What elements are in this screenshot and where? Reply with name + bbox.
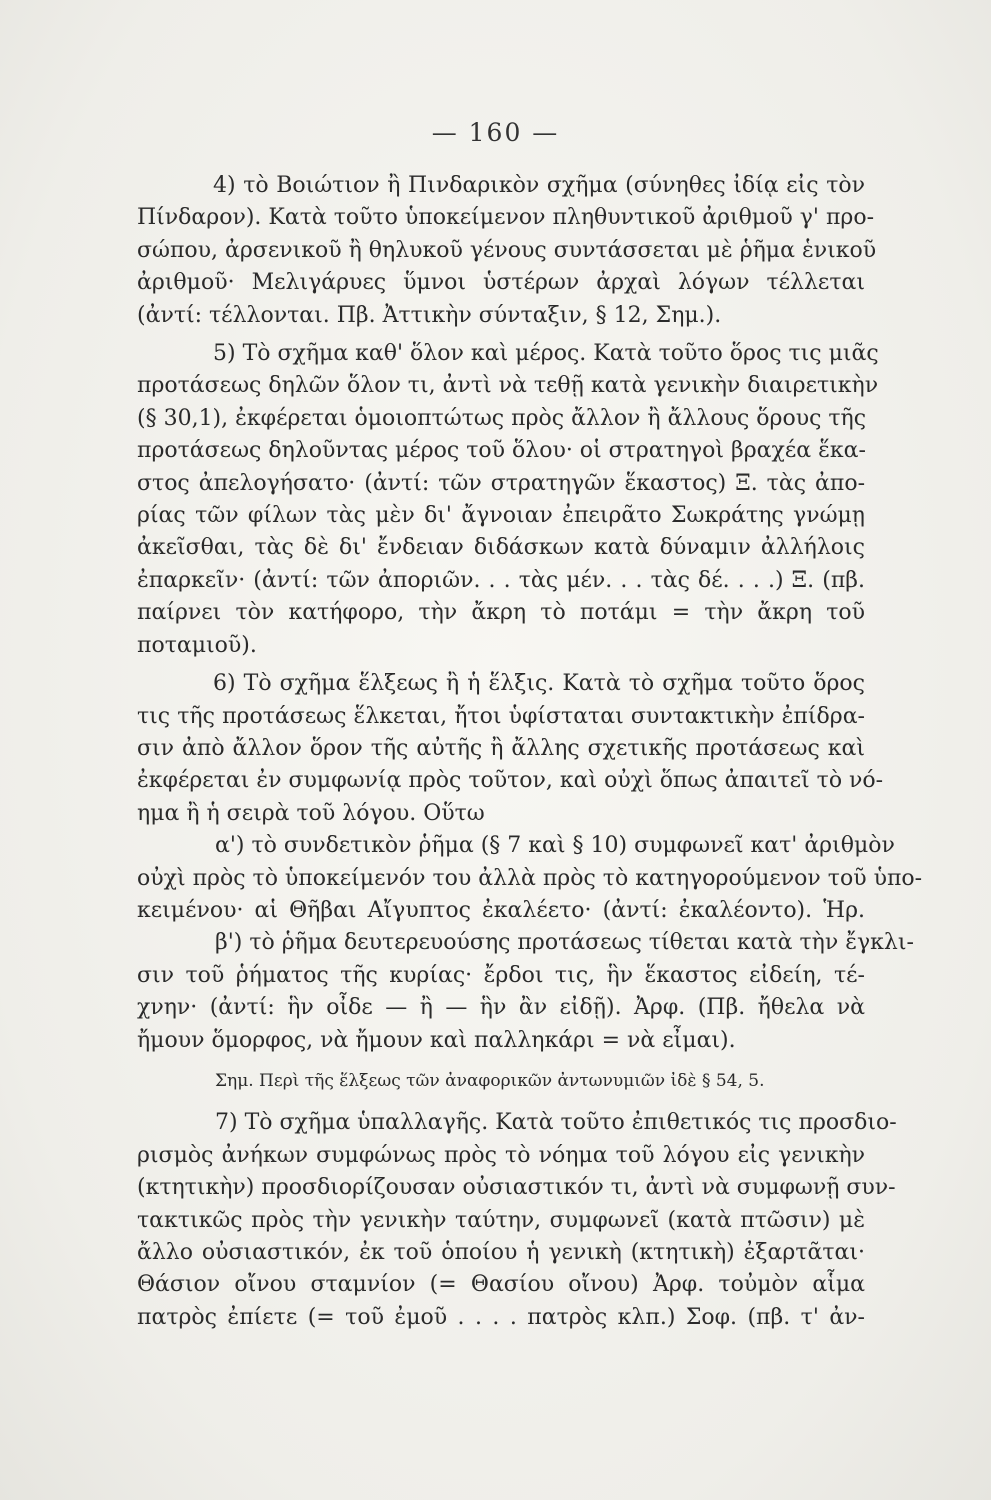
text-line: τακτικῶς πρὸς τὴν γενικὴν ταύτην, συμφωνεῖ (κατὰ πτῶσιν) μὲ (137, 1207, 865, 1233)
text-line: ημα ἢ ἡ σειρὰ τοῦ λόγου. Οὕτω (137, 800, 485, 826)
text-line: 6) Τὸ σχῆμα ἕλξεως ἢ ἡ ἕλξις. Κατὰ τὸ σχῆμα τοῦτο ὅρος (213, 671, 865, 697)
page-number: — 160 — (431, 118, 560, 147)
text-line: 7) Τὸ σχῆμα ὑπαλλαγῆς. Κατὰ τοῦτο ἐπιθετικός τις προσδιο- (215, 1110, 897, 1136)
text-line: ρισμὸς ἀνήκων συμφώνως πρὸς τὸ νόημα τοῦ λόγου εἰς γενικὴν (137, 1142, 865, 1168)
text-line: 4) τὸ Βοιώτιον ἢ Πινδαρικὸν σχῆμα (σύνηθες ἰδίᾳ εἰς τὸν (213, 173, 865, 198)
text-line: ἀκεῖσθαι, τὰς δὲ δι' ἔνδειαν διδάσκων κατὰ δύναμιν ἀλλήλοις (137, 535, 865, 561)
text-line: ποταμιοῦ). (137, 632, 257, 658)
text-line: στος ἀπελογήσατο· (ἀντί: τῶν στρατηγῶν ἕκαστος) Ξ. τὰς ἀπο- (137, 470, 865, 496)
text-line: (ἀντί: τέλλονται. Πβ. Ἀττικὴν σύνταξιν, § 12, Σημ.). (137, 302, 722, 328)
text-line: πατρὸς ἐπίετε (= τοῦ ἐμοῦ . . . . πατρὸς κλπ.) Σοφ. (πβ. τ' ἀν- (137, 1304, 865, 1330)
text-line: ἐπαρκεῖν· (ἀντί: τῶν ἀποριῶν. . . τὰς μέν. . . τὰς δέ. . . .) Ξ. (πβ. (137, 567, 865, 593)
text-line: κειμένου· αἱ Θῆβαι Αἴγυπτος ἐκαλέετο· (ἀντί: ἐκαλέοντο). Ἡρ. (137, 897, 865, 923)
text-line: προτάσεως δηλῶν ὅλον τι, ἀντὶ νὰ τεθῇ κατὰ γενικὴν διαιρετικὴν (137, 373, 879, 399)
text-line: β') τὸ ῥῆμα δευτερευούσης προτάσεως τίθεται κατὰ τὴν ἔγκλι- (215, 930, 914, 956)
text-line: παίρνει τὸν κατήφορο, τὴν ἄκρη τὸ ποτάμι = τὴν ἄκρη τοῦ (137, 600, 865, 626)
text-line: Πίνδαρον). Κατὰ τοῦτο ὑποκείμενον πληθυντικοῦ ἀριθμοῦ γ' προ- (137, 205, 875, 231)
text-line: ἐκφέρεται ἐν συμφωνίᾳ πρὸς τοῦτον, καὶ οὐχὶ ὅπως ἀπαιτεῖ τὸ νό- (137, 768, 884, 794)
text-line: Θάσιον οἴνου σταμνίον (= Θασίου οἴνου) Ἀρφ. τοὐμὸν αἷμα (137, 1272, 865, 1298)
text-line: (κτητικὴν) προσδιορίζουσαν οὐσιαστικόν τι, ἀντὶ νὰ συμφωνῇ συν- (137, 1175, 896, 1201)
text-line: σιν ἀπὸ ἄλλον ὅρον τῆς αὐτῆς ἢ ἄλλης σχετικῆς προτάσεως καὶ (137, 735, 865, 761)
text-line: 5) Τὸ σχῆμα καθ' ὅλον καὶ μέρος. Κατὰ τοῦτο ὅρος τις μιᾶς (213, 341, 879, 367)
body-text (137, 170, 923, 1334)
text-line: (§ 30,1), ἐκφέρεται ὁμοιοπτώτως πρὸς ἄλλον ἢ ἄλλους ὅρους τῆς (137, 405, 867, 431)
text-line: α') τὸ συνδετικὸν ῥῆμα (§ 7 καὶ § 10) συμφωνεῖ κατ' ἀριθμὸν (215, 833, 895, 859)
text-line: χνην· (ἀντί: ἣν οἶδε — ἢ — ἣν ἂν εἰδῇ). Ἀρφ. (Πβ. ἤθελα νὰ (137, 995, 865, 1021)
text-line: ἀριθμοῦ· Μελιγάρυες ὕμνοι ὑστέρων ἀρχαὶ λόγων τέλλεται (137, 270, 865, 296)
text-line: τις τῆς προτάσεως ἕλκεται, ἤτοι ὑφίσταται συντακτικὴν ἐπίδρα- (137, 703, 865, 729)
text-line: σώπου, ἀρσενικοῦ ἢ θηλυκοῦ γένους συντάσσεται μὲ ῥῆμα ἑνικοῦ (137, 237, 877, 263)
text-line: σιν τοῦ ῥήματος τῆς κυρίας· ἔρδοι τις, ἣν ἕκαστος εἰδείη, τέ- (137, 962, 865, 988)
text-line: ἄλλο οὐσιαστικόν, ἐκ τοῦ ὁποίου ἡ γενικὴ (κτητικὴ) ἐξαρτᾶται· (137, 1240, 865, 1265)
text-line: ἤμουν ὅμορφος, νὰ ἤμουν καὶ παλληκάρι = νὰ εἶμαι). (137, 1027, 736, 1053)
text-line: ρίας τῶν φίλων τὰς μὲν δι' ἄγνοιαν ἐπειρᾶτο Σωκράτης γνώμῃ (137, 503, 865, 529)
text-line: προτάσεως δηλοῦντας μέρος τοῦ ὅλου· οἱ στρατηγοὶ βραχέα ἕκα- (137, 438, 866, 464)
note-line: Σημ. Περὶ τῆς ἕλξεως τῶν ἀναφορικῶν ἀντωνυμιῶν ἰδὲ § 54, 5. (215, 1070, 765, 1091)
text-line: οὐχὶ πρὸς τὸ ὑποκείμενόν του ἀλλὰ πρὸς τὸ κατηγορούμενον τοῦ ὑπο- (137, 865, 923, 891)
